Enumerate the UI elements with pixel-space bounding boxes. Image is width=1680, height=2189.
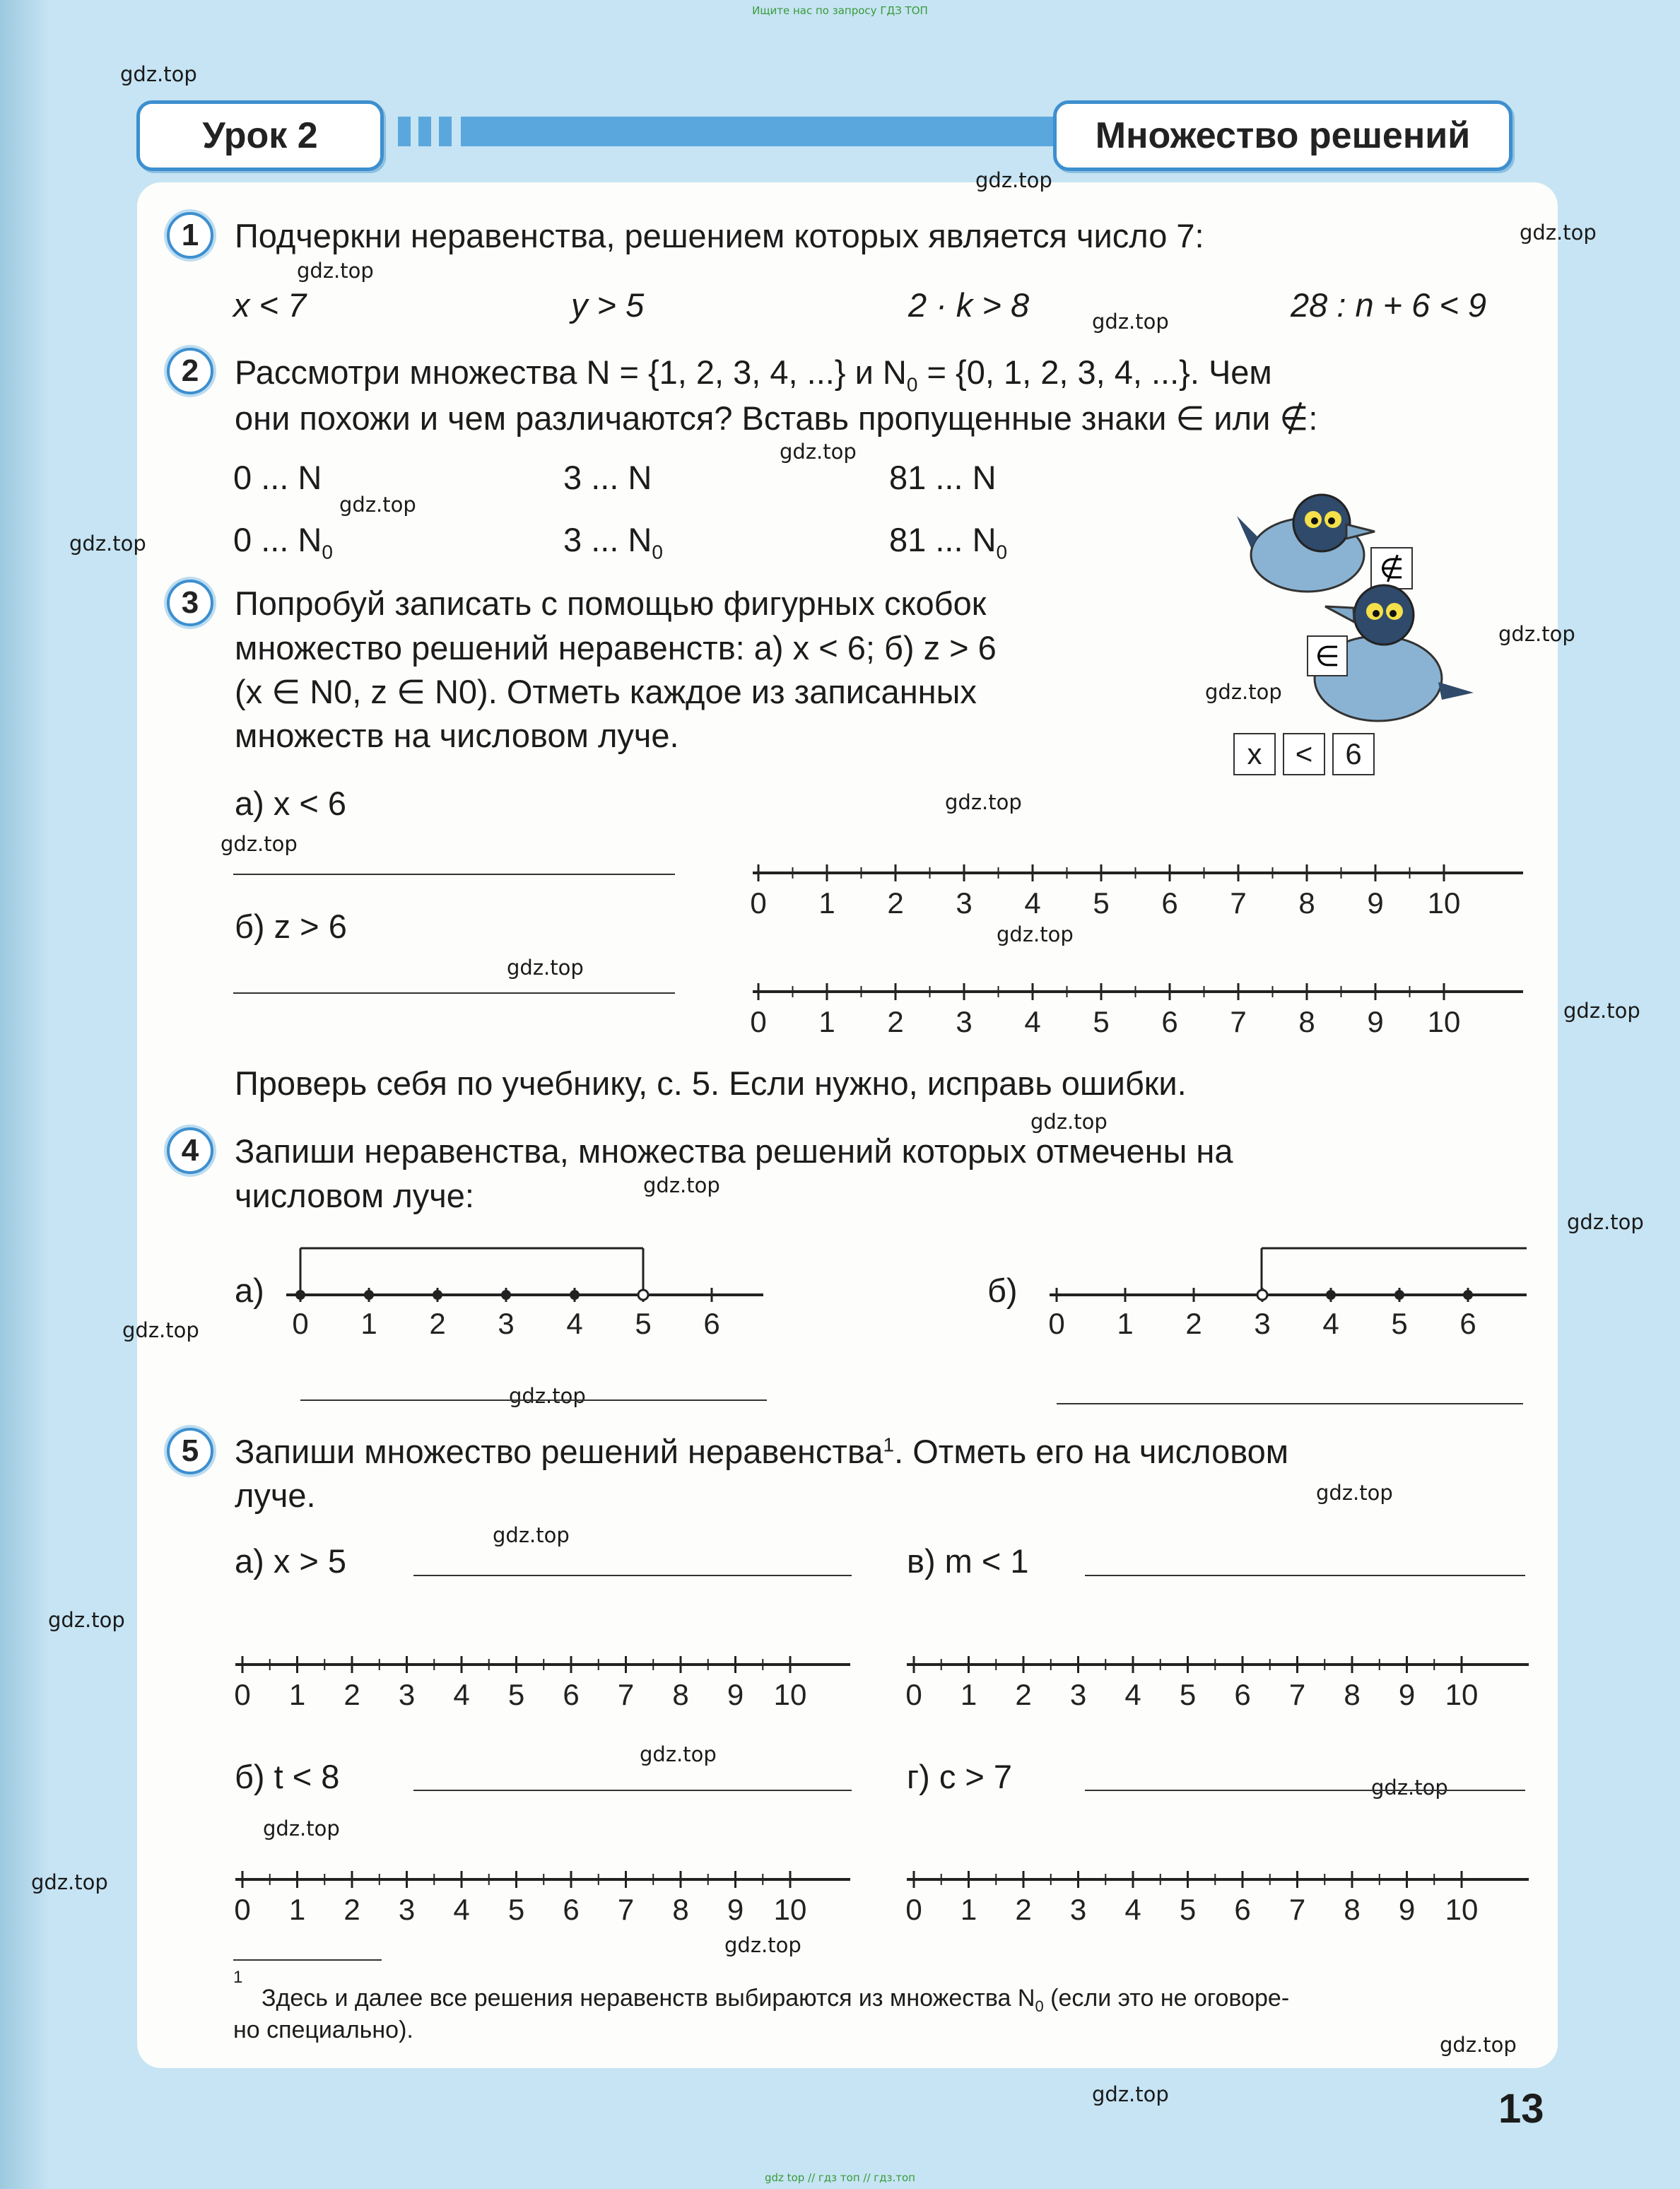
tick-label: 3 — [398, 1678, 416, 1711]
tick-label: 9 — [1367, 886, 1384, 920]
tick-label: 9 — [727, 1678, 744, 1711]
tick-label: 4 — [453, 1678, 470, 1711]
task-5b-label: б) t < 8 — [235, 1758, 340, 1795]
open-point — [638, 1290, 648, 1300]
tick-label: 4 — [1322, 1307, 1339, 1340]
tick-label: 7 — [1230, 1005, 1247, 1038]
filled-point — [1326, 1290, 1336, 1300]
tick-label: 3 — [1069, 1678, 1087, 1711]
bird-top-icon — [1237, 495, 1375, 592]
answer-line[interactable] — [1057, 1403, 1523, 1404]
tick-label: 0 — [234, 1893, 251, 1926]
tick-label: 5 — [507, 1893, 525, 1926]
tick-label: 5 — [1179, 1893, 1197, 1926]
header-stripe — [439, 117, 452, 146]
watermark: gdz.top — [1563, 999, 1640, 1023]
task-5-line1: Запиши множество решений неравенства$^1$. Отметь его на числовом — [235, 1433, 1289, 1470]
task-3-number: 3 — [167, 580, 213, 626]
watermark: gdz.top — [263, 1817, 340, 1841]
tick-label: 3 — [1254, 1307, 1271, 1340]
tick-label: 3 — [498, 1307, 515, 1340]
watermark: gdz.top — [945, 790, 1022, 814]
filled-point — [295, 1290, 305, 1300]
page-number: 13 — [1498, 2086, 1544, 2132]
tick-label: 3 — [398, 1893, 416, 1926]
watermark: gdz.top — [780, 440, 857, 464]
tick-label: 8 — [672, 1678, 689, 1711]
watermark: gdz.top — [297, 259, 374, 283]
number-line[interactable] — [903, 1647, 1532, 1718]
tick-label: 5 — [635, 1307, 652, 1340]
tick-label: 1 — [288, 1678, 306, 1711]
task-5g-label: г) c > 7 — [907, 1758, 1013, 1795]
tick-label: 1 — [1117, 1307, 1134, 1340]
task-4a-label: а) — [235, 1272, 264, 1309]
number-line-a — [276, 1230, 770, 1350]
tick-label: 2 — [429, 1307, 446, 1340]
tick-label: 2 — [343, 1678, 360, 1711]
task-3-check: Проверь себя по учебнику, с. 5. Если нужно, исправь ошибки. — [235, 1064, 1187, 1102]
task-5a-label: а) x > 5 — [235, 1542, 347, 1580]
tick-label: 1 — [960, 1678, 977, 1711]
tick-label: 10 — [1427, 886, 1461, 920]
watermark: gdz.top — [1567, 1210, 1644, 1234]
filled-point — [433, 1290, 442, 1300]
watermark: gdz.top — [509, 1384, 586, 1408]
watermark: gdz.top — [120, 62, 197, 86]
tick-label: 10 — [1427, 1005, 1461, 1038]
task-2-number: 2 — [167, 348, 213, 394]
tick-label: 3 — [956, 886, 973, 920]
open-point — [1257, 1290, 1267, 1300]
task-2-line2: они похожи и чем различаются? Вставь пропущенные знаки ∈ или ∉: — [235, 399, 1318, 437]
filled-point — [570, 1290, 580, 1300]
task-1-item[interactable]: y > 5 — [571, 286, 645, 324]
task-1-number: 1 — [167, 212, 213, 259]
tick-label: 4 — [1024, 1005, 1041, 1038]
tick-label: 1 — [360, 1307, 377, 1340]
task-1-item[interactable]: x < 7 — [233, 286, 307, 324]
not-in-symbol: ∉ — [1379, 553, 1404, 585]
tick-label: 2 — [1185, 1307, 1202, 1340]
number-line[interactable] — [232, 1862, 854, 1932]
tick-label: 7 — [1288, 1893, 1306, 1926]
watermark: gdz.top — [493, 1523, 570, 1547]
task-2-blank[interactable]: 81 ... $N_0$ — [889, 521, 1008, 563]
watermark: gdz.top — [1030, 1110, 1108, 1134]
tick-label: 2 — [1015, 1893, 1032, 1926]
tick-label: 8 — [1298, 1005, 1315, 1038]
watermark: gdz.top — [69, 532, 146, 556]
tick-label: 10 — [773, 1893, 807, 1926]
tick-label: 6 — [1161, 1005, 1178, 1038]
watermark: gdz.top — [122, 1318, 199, 1342]
answer-line[interactable] — [1085, 1790, 1525, 1791]
answer-line[interactable] — [300, 1399, 767, 1401]
task-4-line1: Запиши неравенства, множества решений которых отмечены на — [235, 1132, 1233, 1170]
tick-label: 7 — [617, 1678, 635, 1711]
answer-line[interactable] — [233, 992, 675, 994]
tick-label: 0 — [234, 1678, 251, 1711]
book-spine — [0, 0, 49, 2189]
tick-label: 2 — [887, 1005, 904, 1038]
tick-label: 6 — [1234, 1893, 1251, 1926]
task-3-line4: множеств на числовом луче. — [235, 717, 679, 754]
watermark: gdz.top — [643, 1173, 720, 1197]
tick-label: 6 — [1161, 886, 1178, 920]
answer-line[interactable] — [233, 874, 675, 875]
tick-label: 6 — [563, 1678, 580, 1711]
tick-label: 6 — [703, 1307, 720, 1340]
tick-label: 2 — [1015, 1678, 1032, 1711]
task-5-number: 5 — [167, 1428, 213, 1474]
tick-label: 3 — [1069, 1893, 1087, 1926]
tick-label: 4 — [1124, 1678, 1141, 1711]
tick-label: 8 — [1344, 1678, 1361, 1711]
watermark: gdz.top — [221, 832, 298, 856]
tick-label: 10 — [1445, 1893, 1479, 1926]
tick-label: 5 — [1391, 1307, 1408, 1340]
watermark: gdz.top — [1316, 1481, 1393, 1505]
task-1-text: Подчеркни неравенства, решением которых является число 7: — [235, 217, 1204, 254]
number-line[interactable] — [749, 855, 1527, 926]
tick-label: 1 — [960, 1893, 977, 1926]
answer-line[interactable] — [413, 1575, 852, 1576]
watermark: gdz.top — [1520, 221, 1597, 245]
header-stripe — [398, 117, 411, 146]
tick-label: 3 — [956, 1005, 973, 1038]
tick-label: 10 — [1445, 1678, 1479, 1711]
tick-label: 4 — [453, 1893, 470, 1926]
tick-label: 4 — [566, 1307, 583, 1340]
tick-label: 0 — [1048, 1307, 1065, 1340]
footnote-mark: 1 — [233, 1968, 243, 1987]
footnote-rule — [233, 1959, 382, 1961]
task-1-item[interactable]: 2 · k > 8 — [908, 286, 1030, 324]
task-2-line1: Рассмотри множества N = {1, 2, 3, 4, ...} и $N_0 = \{0$, 1, 2, 3, 4, ...}. Чем — [235, 353, 1272, 396]
tick-label: 0 — [292, 1307, 309, 1340]
number-line-b — [1039, 1230, 1534, 1350]
filled-point — [1394, 1290, 1404, 1300]
tick-label: 5 — [1179, 1678, 1197, 1711]
tick-label: 1 — [288, 1893, 306, 1926]
task-2-blank[interactable]: 3 ... N — [563, 459, 652, 496]
task-5-line2: луче. — [235, 1477, 316, 1514]
tick-label: 6 — [1459, 1307, 1476, 1340]
watermark: gdz.top — [1371, 1776, 1448, 1800]
task-2-blank[interactable]: 81 ... N — [889, 459, 997, 496]
task-1-item[interactable]: 28 : n + 6 < 9 — [1291, 286, 1486, 324]
tick-label: 5 — [1093, 1005, 1110, 1038]
illustration-box: < — [1283, 733, 1325, 775]
tick-label: 8 — [672, 1893, 689, 1926]
header-bar — [461, 117, 1062, 146]
tick-label: 4 — [1024, 886, 1041, 920]
tick-label: 6 — [563, 1893, 580, 1926]
watermark: gdz.top — [1498, 622, 1575, 646]
top-note: Ищите нас по запросу ГДЗ ТОП — [752, 4, 928, 17]
tick-label: 1 — [818, 886, 835, 920]
tick-label: 9 — [1398, 1678, 1416, 1711]
tick-label: 6 — [1234, 1678, 1251, 1711]
task-5v-label: в) m < 1 — [907, 1542, 1029, 1580]
watermark: gdz.top — [975, 168, 1052, 192]
watermark: gdz.top — [339, 493, 416, 517]
tick-label: 0 — [750, 1005, 767, 1038]
page-title: Множество решений — [1053, 100, 1512, 171]
tick-label: 7 — [1288, 1678, 1306, 1711]
lesson-label: Урок 2 — [136, 100, 384, 171]
tick-label: 4 — [1124, 1893, 1141, 1926]
tick-label: 7 — [617, 1893, 635, 1926]
watermark: gdz.top — [724, 1933, 801, 1957]
task-3-line3: (x ∈ N0, z ∈ N0). Отметь каждое из записанных — [235, 673, 977, 710]
watermark: gdz.top — [997, 922, 1074, 946]
task-4-number: 4 — [167, 1127, 213, 1174]
watermark: gdz.top — [48, 1608, 125, 1632]
tick-label: 5 — [507, 1678, 525, 1711]
watermark: gdz.top — [1092, 310, 1169, 334]
number-line[interactable] — [903, 1862, 1532, 1932]
watermark: gdz.top — [1092, 2082, 1169, 2106]
tick-label: 5 — [1093, 886, 1110, 920]
tick-label: 0 — [905, 1893, 922, 1926]
illustration-box: x — [1233, 733, 1276, 775]
bottom-note: gdz top // гдз топ // гдз.топ — [765, 2171, 915, 2184]
tick-label: 8 — [1298, 886, 1315, 920]
watermark: gdz.top — [1440, 2033, 1517, 2057]
task-3a-label: а) x < 6 — [235, 785, 347, 822]
tick-label: 8 — [1344, 1893, 1361, 1926]
task-4-line2: числовом луче: — [235, 1177, 474, 1214]
watermark: gdz.top — [640, 1742, 717, 1766]
task-2-blank[interactable]: 0 ... N — [233, 459, 322, 496]
tick-label: 9 — [1398, 1893, 1416, 1926]
tick-label: 7 — [1230, 886, 1247, 920]
footnote-line1: Здесь и далее все решения неравенств выбираются из множества $N_0$ (если это не оговоре- — [262, 1985, 1290, 2015]
tick-label: 0 — [905, 1678, 922, 1711]
task-3b-label: б) z > 6 — [235, 908, 347, 945]
number-line[interactable] — [749, 974, 1527, 1045]
number-line[interactable] — [232, 1647, 854, 1718]
tick-label: 0 — [750, 886, 767, 920]
watermark: gdz.top — [507, 956, 584, 980]
tick-label: 9 — [1367, 1005, 1384, 1038]
tick-label: 9 — [727, 1893, 744, 1926]
task-3-line2: множество решений неравенств: а) x < 6; б) z > 6 — [235, 629, 997, 667]
header-stripe — [418, 117, 431, 146]
filled-point — [1463, 1290, 1473, 1300]
illustration-box: 6 — [1332, 733, 1375, 775]
tick-label: 1 — [818, 1005, 835, 1038]
task-2-blank[interactable]: 3 ... $N_0$ — [563, 521, 663, 563]
filled-point — [501, 1290, 511, 1300]
tick-label: 2 — [343, 1893, 360, 1926]
in-symbol: ∈ — [1315, 641, 1340, 672]
task-3-line1: Попробуй записать с помощью фигурных скобок — [235, 585, 987, 622]
watermark: gdz.top — [31, 1870, 108, 1894]
tick-label: 2 — [887, 886, 904, 920]
task-2-blank[interactable]: 0 ... $N_0$ — [233, 521, 333, 563]
footnote-line2: но специально). — [233, 2017, 413, 2043]
content-panel — [137, 182, 1558, 2068]
tick-label: 10 — [773, 1678, 807, 1711]
filled-point — [364, 1290, 374, 1300]
answer-line[interactable] — [413, 1790, 852, 1791]
task-4b-label: б) — [987, 1272, 1018, 1309]
answer-line[interactable] — [1085, 1575, 1525, 1576]
watermark: gdz.top — [1205, 680, 1282, 704]
